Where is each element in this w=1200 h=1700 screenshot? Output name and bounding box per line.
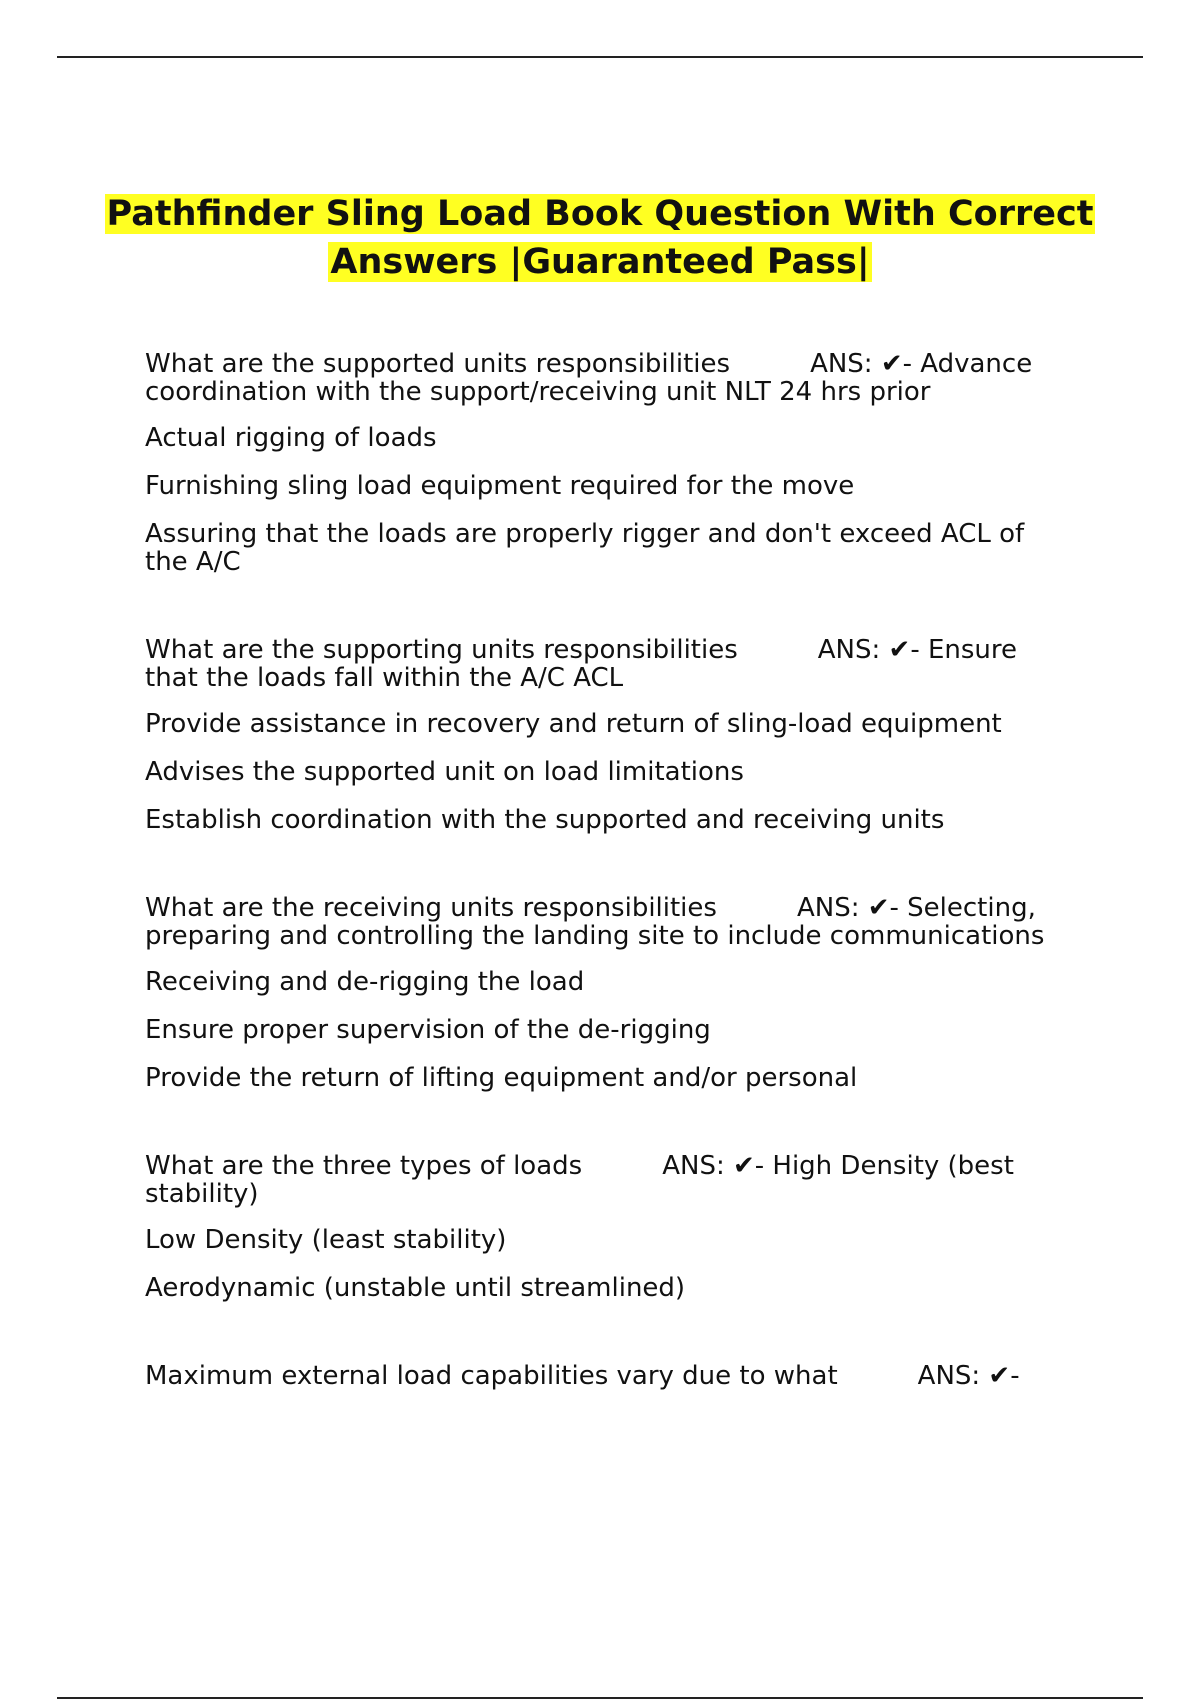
qa-item-3 [145,894,1075,1092]
answer-start: Ensure that the loads fall within the A/C ACL [145,635,1018,693]
answer-line: Establish coordination with the supported and receiving units [145,805,945,835]
answer-line: Ensure proper supervision of the de-rigging [145,1015,711,1045]
answer-line: Assuring that the loads are properly rigger and don't exceed ACL of the A/C [145,519,1025,577]
document-title [100,190,1100,286]
title-line-1: Pathfinder Sling Load Book Question With Correct [106,194,1094,234]
top-rule [57,56,1143,58]
question-text: What are the supporting units responsibilities [145,635,738,665]
question-text: Maximum external load capabilities vary due to what [145,1361,838,1391]
answer-marker: ANS: ✔- [917,1361,1020,1391]
qa-content [145,350,1075,1408]
answer-marker: ANS: ✔- [796,893,899,923]
qa-item-4 [145,1152,1075,1302]
answer-line: Actual rigging of loads [145,423,437,453]
question-text: What are the supported units responsibilities [145,349,731,379]
answer-start: Advance coordination with the support/receiving unit NLT 24 hrs prior [145,349,1033,407]
answer-line: Provide assistance in recovery and return of sling-load equipment [145,709,1002,739]
answer-marker: ANS: ✔- [817,635,920,665]
answer-line: Aerodynamic (unstable until streamlined) [145,1273,686,1303]
answer-line: Provide the return of lifting equipment and/or personal [145,1063,858,1093]
answer-start: High Density (best stability) [145,1151,1014,1209]
qa-item-1 [145,350,1075,576]
question-line [145,350,1075,406]
qa-item-2 [145,636,1075,834]
bottom-rule [57,1697,1143,1699]
answer-line: Low Density (least stability) [145,1225,507,1255]
answer-line: Advises the supported unit on load limitations [145,757,744,787]
answer-line: Furnishing sling load equipment required for the move [145,471,855,501]
answer-marker: ANS: ✔- [810,349,912,379]
answer-start: Selecting, preparing and controlling the landing site to include communications [145,893,1045,951]
question-line [145,1152,1075,1208]
qa-item-5 [145,1362,1075,1390]
question-line [145,1362,1075,1390]
question-line [145,894,1075,950]
title-line-2: Answers |Guaranteed Pass| [330,242,870,282]
answer-marker: ANS: ✔- [662,1151,765,1181]
question-text: What are the receiving units responsibilities [145,893,717,923]
question-text: What are the three types of loads [145,1151,583,1181]
question-line [145,636,1075,692]
answer-line: Receiving and de-rigging the load [145,967,585,997]
